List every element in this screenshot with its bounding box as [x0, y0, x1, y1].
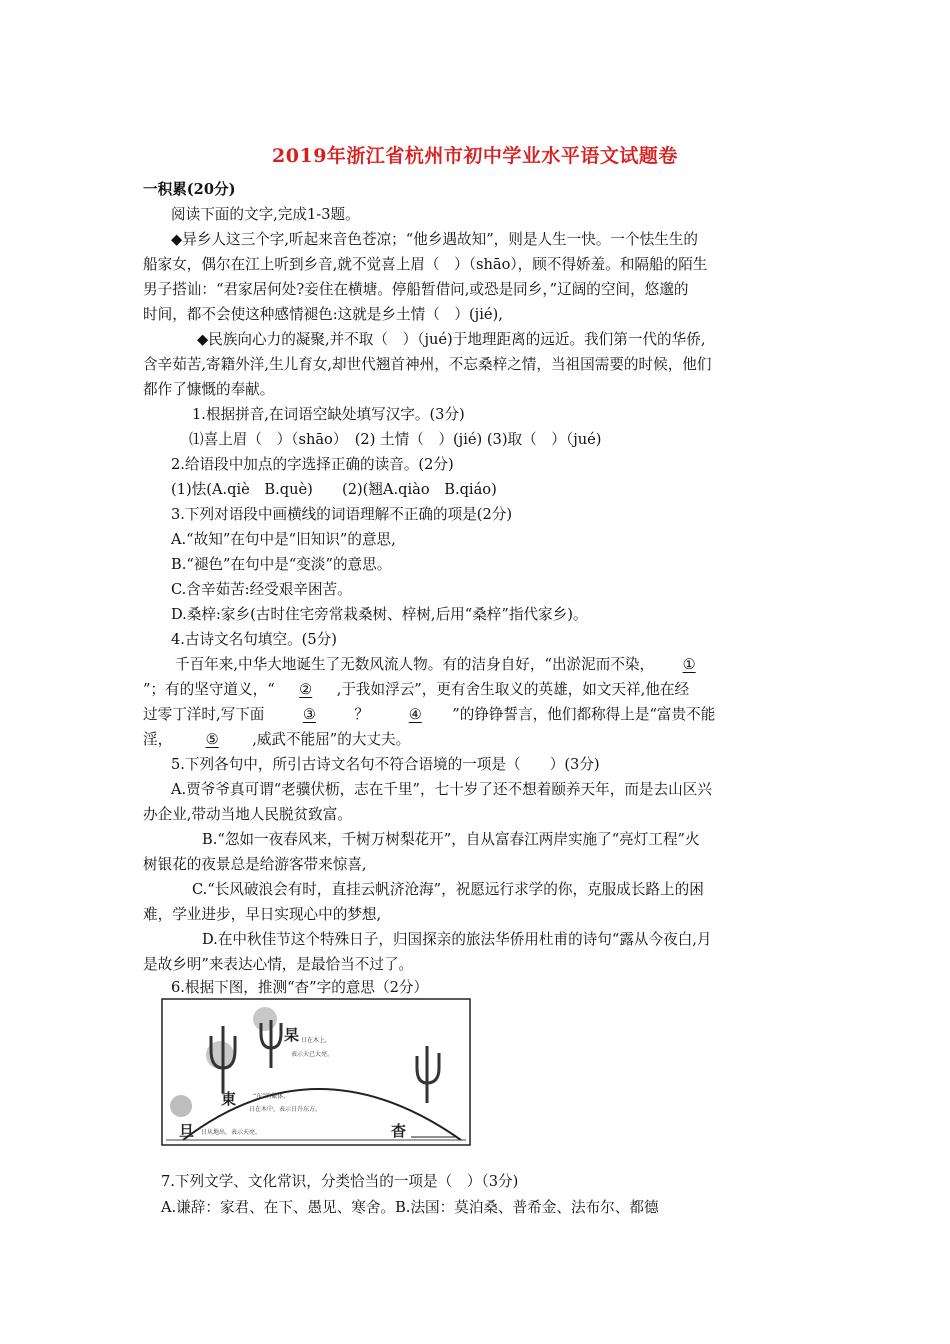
character-evolution-figure — [161, 998, 471, 1146]
blank-4[interactable]: ④ — [408, 706, 422, 723]
question-5-option-b-1: B.“忽如一夜春风来，千树万树梨花开”，自从富春江两岸实施了“亮灯工程”火 — [202, 831, 700, 848]
q4-text: ？ — [354, 706, 369, 723]
question-4-line1 — [175, 655, 724, 675]
q4-text: 千百年来,中华大地诞生了无数风流人物。有的洁身自好，“出淤泥而不染， — [175, 656, 655, 673]
question-6: 6.根据下图，推测“杳”字的意思（2分） — [171, 979, 429, 996]
q4-text: 过零丁洋时,写下面 — [143, 706, 265, 723]
passage2-line1: ◆民族向心力的凝聚,并不取（ ）（jué)于地理距离的远近。我们第一代的华侨, — [197, 331, 706, 348]
blank-2[interactable]: ② — [299, 681, 313, 698]
question-3-option-c: C.含辛茹苦:经受艰辛困苦。 — [171, 581, 352, 598]
passage1-text-1: ◆异乡人这三个字,听起来音色苍凉；“他乡遇故知”，则是人生一快。一个怯生生的 — [171, 231, 698, 248]
note-gao-1: 日在木上, — [301, 1037, 327, 1044]
question-5-option-d-2: 是故乡明”来表达心情，是最恰当不过了。 — [143, 956, 414, 973]
question-7-option-a-b: A.谦辞：家君、在下、愚见、寒舍。B.法国：莫泊桑、普希金、法布尔、都德 — [161, 1199, 659, 1216]
question-7: 7.下列文学、文化常识，分类恰当的一项是（ ）（3分) — [161, 1173, 519, 1190]
question-1: 1.根据拼音,在词语空缺处填写汉字。(3分) — [192, 406, 465, 423]
note-dan: 日从地出，表示天亮。 — [201, 1129, 262, 1136]
q4-text: ”；有的坚守道义，“ — [143, 681, 275, 698]
note-gao-2: 表示天已大亮。 — [291, 1051, 334, 1058]
question-5-option-c-2: 难，学业进步，早日实现心中的梦想, — [143, 906, 382, 923]
question-5: 5.下列各句中，所引古诗文名句不符合语境的一项是（ ）(3分) — [171, 756, 600, 773]
question-4-line2 — [143, 680, 689, 700]
passage1-line4: 时间，都不会使这种感情褪色:这就是乡土情（ ）(jié), — [143, 306, 503, 323]
blank-5[interactable]: ⑤ — [205, 731, 219, 748]
section-heading: 一积累(20分) — [143, 181, 236, 198]
note-dong-1: “东”的繁体, — [253, 1093, 286, 1100]
question-4: 4.古诗文名句填空。(5分) — [171, 631, 337, 648]
question-5-option-c-1: C.“长风破浪会有时，直挂云帆济沧海”，祝愿远行求学的你，克服成长路上的困 — [192, 881, 704, 898]
question-3: 3.下列对语段中画横线的词语理解不正确的项是(2分) — [171, 506, 513, 523]
char-yao: 杳 — [391, 1122, 407, 1140]
reading-intro: 阅读下面的文字,完成1-3题。 — [171, 206, 360, 223]
q4-text: ,于我如浮云”，更有舍生取义的英雄，如文天祥,他在经 — [336, 681, 690, 698]
char-dong: 東 — [221, 1090, 237, 1108]
char-dan: 旦 — [179, 1122, 195, 1140]
question-3-option-d: D.桑梓:家乡(古时住宅旁常栽桑树、梓树,后用“桑梓”指代家乡)。 — [171, 606, 588, 623]
passage2-line2: 含辛茹苦,寄籍外洋,生儿育女,却世代翘首神州，不忘桑梓之情，当祖国需要的时候，他们 — [143, 356, 712, 373]
question-2: 2.给语段中加点的字选择正确的读音。(2分) — [171, 456, 454, 473]
sun-rising-icon — [170, 1095, 192, 1117]
note-dong-2: 日在木中，表示日升东方。 — [249, 1106, 322, 1113]
question-5-option-b-2: 树银花的夜景总是给游客带来惊喜, — [143, 856, 367, 873]
blank-1[interactable]: ① — [682, 656, 696, 673]
passage1-line2: 船家女，偶尔在江上听到乡音,就不觉喜上眉（ ）（shāo），顾不得娇羞。和隔船的陌生 — [143, 256, 708, 273]
passage1-line1 — [171, 230, 698, 250]
question-4-line3 — [143, 705, 715, 725]
passage1-line3: 男子搭讪：“君家居何处?妾住在横塘。停船暂借问,或恐是同乡，”辽阔的空间，悠邈的 — [143, 281, 689, 298]
question-5-option-d-1: D.在中秋佳节这个特殊日子，归国探亲的旅法华侨用杜甫的诗句“露从今夜白,月 — [202, 931, 712, 948]
q4-text: ”的铮铮誓言，他们都称得上是“富贵不能 — [452, 706, 716, 723]
sun-above-tree-icon — [253, 1007, 277, 1031]
char-gao: 杲 — [284, 1026, 300, 1044]
q4-text: 淫， — [143, 731, 173, 748]
question-4-line4 — [143, 730, 410, 750]
question-5-option-a-2: 办企业,带动当地人民脱贫致富。 — [143, 806, 352, 823]
question-3-option-b: B.“褪色”在句中是“变淡”的意思。 — [171, 556, 392, 573]
question-3-option-a: A.“故知”在句中是“旧知识”的意思, — [171, 531, 396, 548]
question-1-items: ⑴喜上眉（ ）（shāo） (2) 土情（ ）(jié) (3)取（ ）（jué) — [189, 431, 602, 448]
q4-text: ,威武不能屈”的大丈夫。 — [252, 731, 411, 748]
blank-3[interactable]: ③ — [302, 706, 316, 723]
passage2-line3: 都作了慷慨的奉献。 — [143, 381, 275, 398]
question-5-option-a-1: A.贾爷爷真可谓“老骥伏枥，志在千里”，七十岁了还不想着颐养天年，而是去山区兴 — [171, 781, 712, 798]
question-2-items: (1)怯(A.qiè B.què) (2)(翘A.qiào B.qiáo) — [171, 481, 497, 498]
exam-title: 2019年浙江省杭州市初中学业水平语文试题卷 — [272, 145, 678, 167]
